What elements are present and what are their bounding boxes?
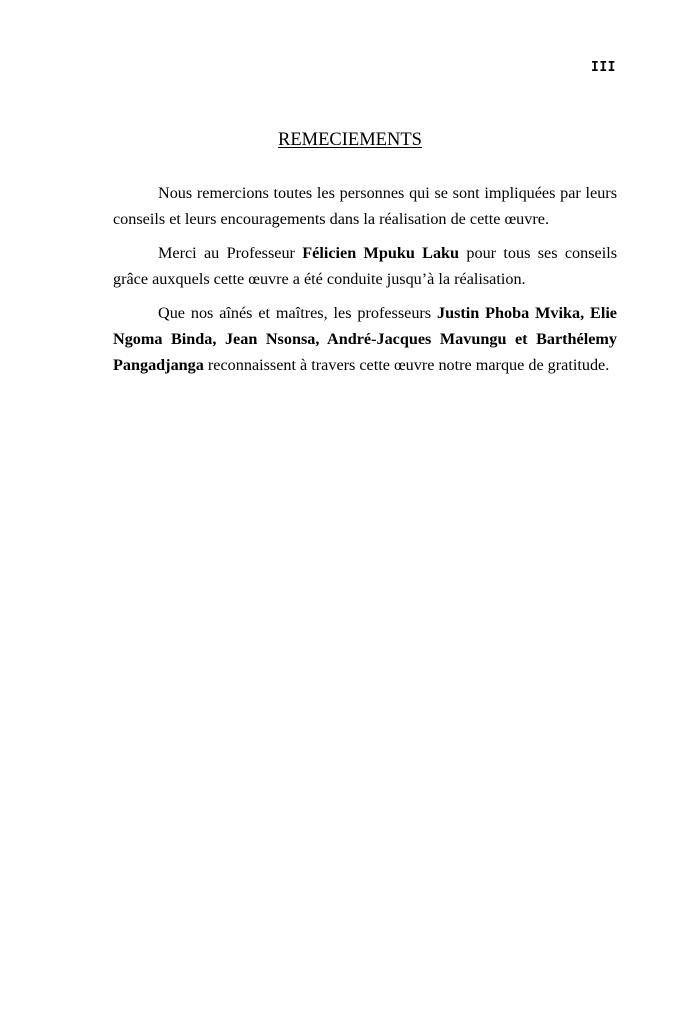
person-names: Justin Phoba Mvika, Elie Ngoma Binda, Jean Nsonsa, André-Jacques Mavungu et Barthélemy Pangadjanga xyxy=(113,304,617,374)
text-segment: Que nos aînés et maîtres, les professeurs xyxy=(158,304,437,322)
text-segment: pour tous ses conseils grâce auxquels cette œuvre a été conduite jusqu’à la réalisation. xyxy=(113,244,617,288)
paragraph-thanks-supervisor xyxy=(113,240,617,292)
text-segment: Merci au Professeur xyxy=(158,244,303,262)
page-title: REMECIEMENTS xyxy=(278,130,422,150)
person-name: Félicien Mpuku Laku xyxy=(302,244,460,262)
text-segment: reconnaissent à travers cette œuvre notre marque de gratitude. xyxy=(203,356,610,374)
page-number: III xyxy=(591,60,616,75)
paragraph-thanks-everyone xyxy=(113,180,617,232)
acknowledgements-body xyxy=(113,180,617,386)
text-segment: Nous remercions toutes les personnes qui se sont impliquées par leurs conseils et leurs encouragements dans la réalisation de cette œuvre. xyxy=(113,184,617,228)
paragraph-thanks-professors xyxy=(113,300,617,378)
